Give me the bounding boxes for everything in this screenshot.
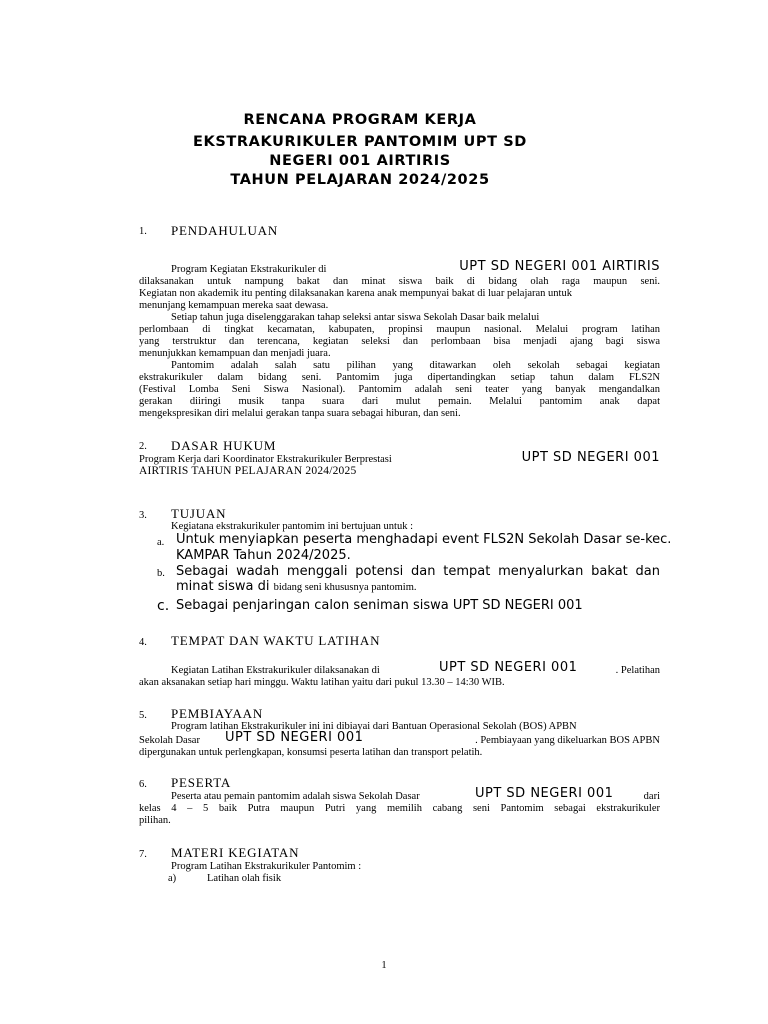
s5-line1: Program latihan Ekstrakurikuler ini ini dibiayai dari Bantuan Operasional Sekolah (BOS) APBN <box>171 721 577 732</box>
s6-text-end: dari <box>643 791 660 802</box>
s6-school-name: UPT SD NEGERI 001 <box>475 786 614 801</box>
title-line-1: RENCANA PROGRAM KERJA <box>243 112 477 128</box>
page-number: 1 <box>381 960 387 971</box>
s2-school-name: UPT SD NEGERI 001 <box>521 450 660 465</box>
s1-p2-line1: Setiap tahun juga diselenggarakan tahap seleksi antar siswa Sekolah Dasar baik melalui <box>171 312 540 323</box>
s7-intro: Program Latihan Ekstrakurikuler Pantomim : <box>171 861 362 872</box>
s5-text: Sekolah Dasar <box>139 735 200 746</box>
section-2-title: DASAR HUKUM <box>171 438 277 453</box>
s4-text-end: . Pelatihan <box>615 665 660 676</box>
s1-p3-line4: gerakan diiringi musik tanpa suara dari mulut pemain. Melalui pantomim anak dapat <box>139 396 660 407</box>
s1-p2-line2: perlombaan di tingkat kecamatan, kabupaten, propinsi maupun nasional. Melalui program latihan <box>139 324 660 335</box>
s3-a-line1: Untuk menyiapkan peserta menghadapi event FLS2N Sekolah Dasar se-kec. <box>176 532 672 547</box>
s3-b-line2 <box>176 579 417 594</box>
s1-p1-text: Program Kegiatan Ekstrakurikuler di <box>171 264 327 275</box>
section-4-title: TEMPAT DAN WAKTU LATIHAN <box>171 633 381 648</box>
s1-p3-line5: mengekspresikan diri melalui gerakan tanpa suara sebagai hiburan, dan seni. <box>139 408 461 419</box>
section-5-title: PEMBIAYAAN <box>171 706 264 721</box>
s3-c-label: c. <box>157 598 170 614</box>
s3-b-line2-end: bidang seni khususnya pantomim. <box>273 582 417 593</box>
section-1-number: 1. <box>139 226 147 237</box>
s1-p3-line2: ekstrakurikuler dalam bidang seni. Pantomim juga dipertandingkan setiap tahun dalam FLS2N <box>139 372 660 383</box>
section-6-number: 6. <box>139 779 147 790</box>
title-line-4: TAHUN PELAJARAN 2024/2025 <box>230 172 490 188</box>
s2-year-text: AIRTIRIS TAHUN PELAJARAN 2024/2025 <box>139 465 357 477</box>
s2-text: Program Kerja dari Koordinator Ekstrakurikuler Berprestasi <box>139 454 392 465</box>
section-5-number: 5. <box>139 710 147 721</box>
section-7-number: 7. <box>139 849 147 860</box>
s3-b-label: b. <box>157 568 165 579</box>
s2-line2 <box>139 465 660 478</box>
s1-p1-line3: Kegiatan non akademik itu penting dilaksanakan karena anak mempunyai bakat di luar pelajaran untuk <box>139 288 572 299</box>
s4-school-name: UPT SD NEGERI 001 <box>439 660 578 675</box>
section-4-number: 4. <box>139 637 147 648</box>
s1-p3-line1: Pantomim adalah salah satu pilihan yang ditawarkan oleh sekolah sebagai kegiatan <box>171 360 660 371</box>
s1-p3-line3: (Festival Lomba Seni Siswa Nasional). Pantomim adalah seni teater yang banyak mengandalkan <box>139 384 660 395</box>
s1-p1-line4: menunjang kemampuan mereka saat dewasa. <box>139 300 329 311</box>
s3-c-line1: Sebagai penjaringan calon seniman siswa UPT SD NEGERI 001 <box>176 598 583 613</box>
s7-a-line1: Latihan olah fisik <box>207 873 282 884</box>
section-6-title: PESERTA <box>171 775 232 790</box>
section-2-number: 2. <box>139 441 147 452</box>
s3-a-line2: KAMPAR Tahun 2024/2025. <box>176 548 351 563</box>
s1-p2-line4: menunjukkan kemampuan dan menjadi juara. <box>139 348 331 359</box>
s6-line2: kelas 4 – 5 baik Putra maupun Putri yang memilih cabang seni Pantomim sebagai ekstrakurikuler <box>139 803 660 814</box>
section-7-title: MATERI KEGIATAN <box>171 845 300 860</box>
title-line-3: NEGERI 001 AIRTIRIS <box>269 153 451 169</box>
s1-p1-line2: dilaksanakan untuk nampung bakat dan minat siswa baik di bidang olah raga maupun seni. <box>139 276 660 287</box>
s1-school-name: UPT SD NEGERI 001 AIRTIRIS <box>459 259 660 274</box>
s4-line2: akan aksanakan setiap hari minggu. Waktu latihan yaitu dari pukul 13.30 – 14:30 WIB. <box>139 677 505 688</box>
s5-text-end: . Pembiayaan yang dikeluarkan BOS APBN <box>475 735 660 746</box>
s7-a-label: a) <box>168 873 177 884</box>
s4-text: Kegiatan Latihan Ekstrakurikuler dilaksanakan di <box>171 665 380 676</box>
s6-text: Peserta atau pemain pantomim adalah siswa Sekolah Dasar <box>171 791 420 802</box>
s6-line3: pilihan. <box>139 815 171 826</box>
s3-intro: Kegiatana ekstrakurikuler pantomim ini bertujuan untuk : <box>171 521 414 532</box>
s1-p2-line3: yang terstruktur dan terencana, kegiatan seleksi dan perlombaan bisa menjadi ajang bagi siswa <box>139 336 660 347</box>
s3-b-line1: Sebagai wadah menggali potensi dan tempat menyalurkan bakat dan <box>176 564 660 579</box>
s5-school-name: UPT SD NEGERI 001 <box>225 730 364 745</box>
s5-line3: dipergunakan untuk perlengkapan, konsumsi peserta latihan dan transport pelatih. <box>139 747 483 758</box>
section-1-title: PENDAHULUAN <box>171 223 279 238</box>
title-line-2: EKSTRAKURIKULER PANTOMIM UPT SD <box>193 134 527 150</box>
s3-b-line2-start: minat siswa di <box>176 579 270 594</box>
section-3-title: TUJUAN <box>171 506 227 521</box>
section-3-number: 3. <box>139 510 147 521</box>
s3-a-label: a. <box>157 537 165 548</box>
